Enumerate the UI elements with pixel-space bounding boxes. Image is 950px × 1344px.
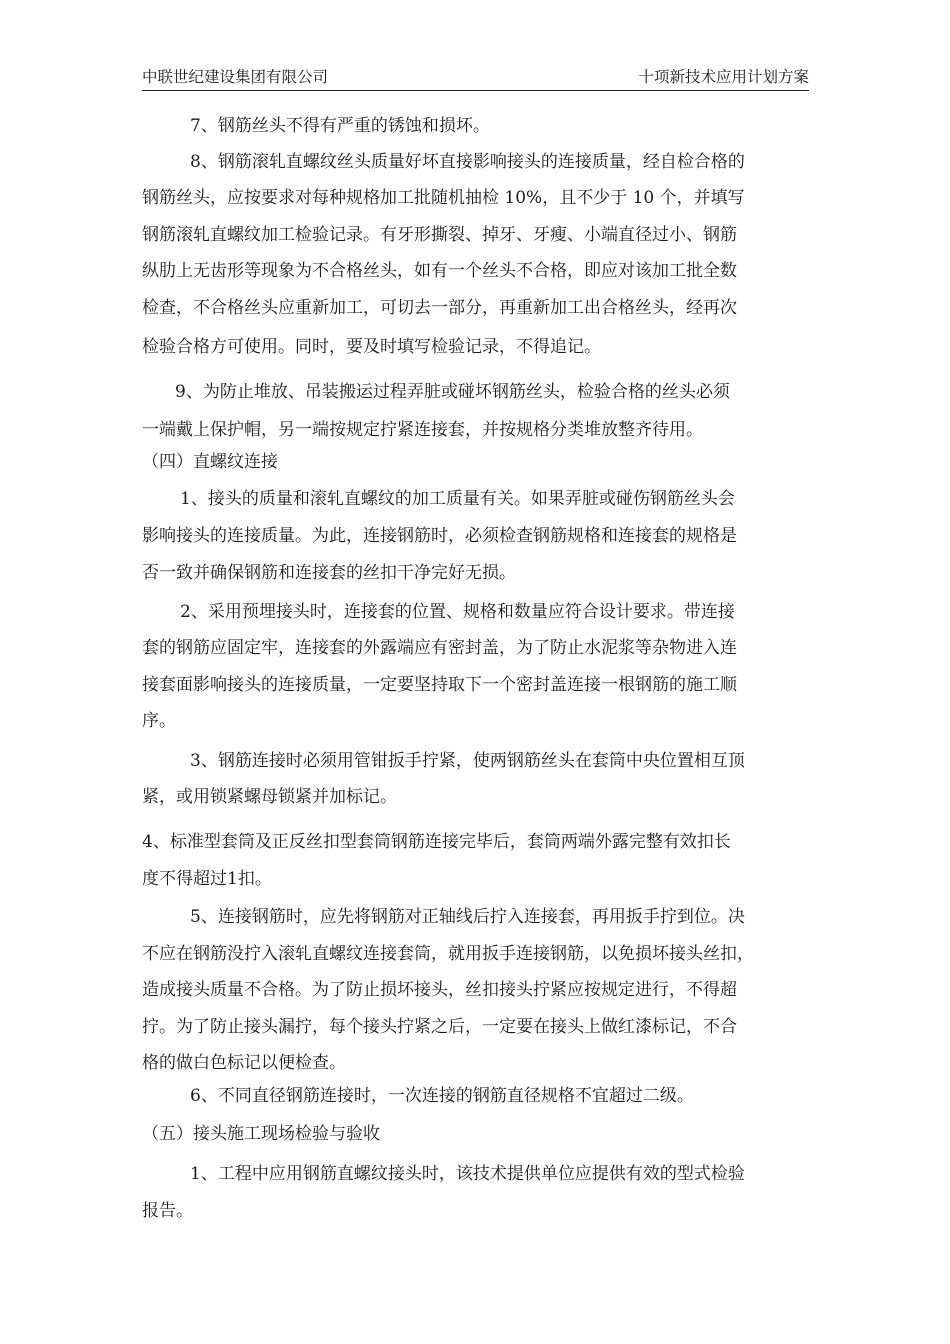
text-line: 7、钢筋丝头不得有严重的锈蚀和损坏。 — [190, 116, 490, 136]
page-header — [142, 66, 809, 91]
text-line: 9、为防止堆放、吊装搬运过程弄脏或碰坏钢筋丝头，检验合格的丝头必须 — [175, 382, 730, 402]
text-line: 格的做白色标记以便检查。 — [142, 1053, 346, 1073]
text-line: 度不得超过1扣。 — [142, 869, 272, 889]
header-doc-title: 十项新技术应用计划方案 — [638, 68, 809, 86]
section-heading: （四）直螺纹连接 — [142, 452, 278, 472]
text-line: 影响接头的连接质量。为此，连接钢筋时，必须检查钢筋规格和连接套的规格是 — [142, 526, 737, 546]
text-line: 钢筋丝头，应按要求对每种规格加工批随机抽检 10%，且不少于 10 个，并填写 — [142, 188, 745, 208]
text-line: 报告。 — [142, 1201, 193, 1221]
text-line: 造成接头质量不合格。为了防止损坏接头，丝扣接头拧紧应按规定进行，不得超 — [142, 980, 737, 1000]
text-line: 序。 — [142, 711, 176, 731]
text-line: 1、接头的质量和滚轧直螺纹的加工质量有关。如果弄脏或碰伤钢筋丝头会 — [180, 489, 735, 509]
text-line: 3、钢筋连接时必须用管钳扳手拧紧，使两钢筋丝头在套筒中央位置相互顶 — [190, 751, 745, 771]
text-line: 拧。为了防止接头漏拧，每个接头拧紧之后，一定要在接头上做红漆标记，不合 — [142, 1017, 737, 1037]
text-line: 紧，或用锁紧螺母锁紧并加标记。 — [142, 787, 397, 807]
text-line: 8、钢筋滚轧直螺纹丝头质量好坏直接影响接头的连接质量，经自检合格的 — [190, 152, 745, 172]
text-line: 一端戴上保护帽，另一端按规定拧紧连接套，并按规格分类堆放整齐待用。 — [142, 420, 703, 440]
text-line: 6、不同直径钢筋连接时，一次连接的钢筋直径规格不宜超过二级。 — [190, 1086, 694, 1106]
text-line: 不应在钢筋没拧入滚轧直螺纹连接套筒，就用扳手连接钢筋，以免损坏接头丝扣， — [142, 944, 754, 964]
header-company: 中联世纪建设集团有限公司 — [142, 68, 329, 86]
text-line: 套的钢筋应固定牢，连接套的外露端应有密封盖，为了防止水泥浆等杂物进入连 — [142, 638, 737, 658]
text-line: 接套面影响接头的连接质量，一定要坚持取下一个密封盖连接一根钢筋的施工顺 — [142, 675, 737, 695]
text-line: 钢筋滚轧直螺纹加工检验记录。有牙形撕裂、掉牙、牙瘦、小端直径过小、钢筋 — [142, 225, 737, 245]
text-line: 否一致并确保钢筋和连接套的丝扣干净完好无损。 — [142, 563, 516, 583]
text-line: 2、采用预埋接头时，连接套的位置、规格和数量应符合设计要求。带连接 — [180, 602, 735, 622]
text-line: 检查，不合格丝头应重新加工，可切去一部分，再重新加工出合格丝头，经再次 — [142, 298, 737, 318]
text-line: 4、标准型套筒及正反丝扣型套筒钢筋连接完毕后，套筒两端外露完整有效扣长 — [142, 832, 731, 852]
text-line: 1、工程中应用钢筋直螺纹接头时，该技术提供单位应提供有效的型式检验 — [190, 1164, 745, 1184]
text-line: 5、连接钢筋时，应先将钢筋对正轴线后拧入连接套，再用扳手拧到位。决 — [190, 907, 745, 927]
text-line: 纵肋上无齿形等现象为不合格丝头，如有一个丝头不合格，即应对该加工批全数 — [142, 261, 737, 281]
section-heading: （五）接头施工现场检验与验收 — [142, 1124, 380, 1144]
text-line: 检验合格方可使用。同时，要及时填写检验记录，不得追记。 — [142, 337, 601, 357]
